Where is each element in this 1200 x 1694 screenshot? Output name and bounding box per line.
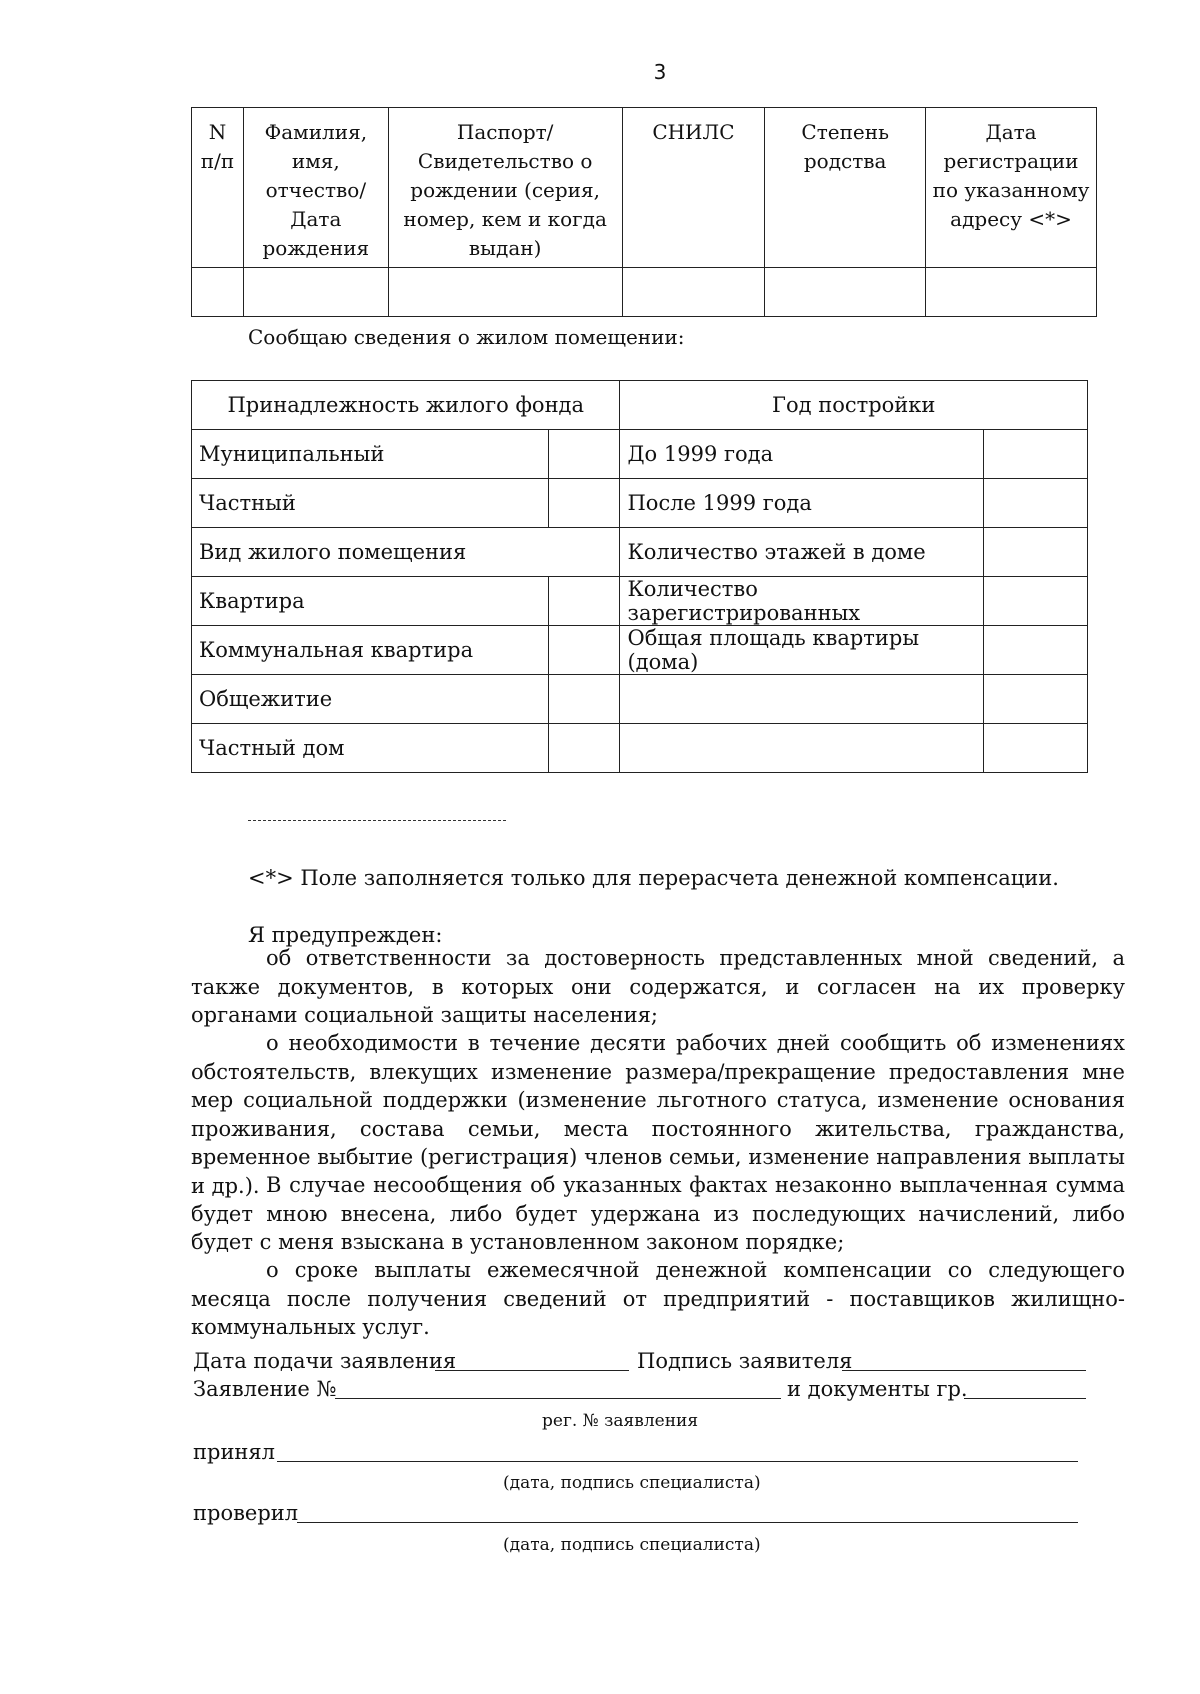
footnote: <*> Поле заполняется только для перерасчета денежной компенсации.	[248, 866, 1059, 890]
page-number: 3	[653, 60, 667, 84]
table-row	[192, 430, 1088, 479]
warning-paragraph-3: В случае несообщения об указанных фактах незаконно выплаченная сумма будет мною внесена, либо будет удержана из последующих начислений, либо будет с меня взыскана в установленном законом порядке;	[191, 1173, 1125, 1254]
row-label: Квартира	[192, 577, 549, 626]
header-name: Фамилия, имя, отчество/Дата рождения	[243, 108, 388, 268]
value-cell[interactable]	[984, 430, 1088, 479]
checkbox-cell[interactable]	[548, 479, 620, 528]
row-label: Вид жилого помещения	[192, 528, 620, 577]
row-label: Общая площадь квартиры (дома)	[620, 626, 984, 675]
value-cell[interactable]	[984, 626, 1088, 675]
header-registration-date: Дата регистрации по указанному адресу <*>	[926, 108, 1097, 268]
value-cell[interactable]	[984, 675, 1088, 724]
table-cell[interactable]	[243, 268, 388, 317]
value-cell[interactable]	[984, 479, 1088, 528]
documents-field[interactable]	[964, 1398, 1086, 1399]
table-cell[interactable]	[765, 268, 926, 317]
row-label: После 1999 года	[620, 479, 984, 528]
row-label	[620, 724, 984, 773]
row-label: Частный	[192, 479, 549, 528]
warning-paragraph-1: об ответственности за достоверность представленных мной сведений, а также документов, в которых они содержатся, и согласен на их проверку органами социальной защиты населения;	[191, 946, 1125, 1027]
reg-number-caption: рег. № заявления	[542, 1411, 699, 1431]
row-label: Муниципальный	[192, 430, 549, 479]
table-cell[interactable]	[622, 268, 765, 317]
checkbox-cell[interactable]	[548, 724, 620, 773]
table-cell[interactable]	[926, 268, 1097, 317]
checked-label: проверил	[193, 1501, 299, 1525]
value-cell[interactable]	[984, 577, 1088, 626]
header-number: N п/п	[192, 108, 244, 268]
footnote-separator	[248, 820, 506, 821]
signature-label: Подпись заявителя	[637, 1349, 853, 1373]
date-label: Дата подачи заявления	[193, 1349, 457, 1373]
warning-paragraph-4: о сроке выплаты ежемесячной денежной компенсации со следующего месяца после получения сведений от предприятий - поставщиков жилищно-коммунальных услуг.	[191, 1258, 1125, 1339]
accepted-label: принял	[193, 1440, 276, 1464]
header-build-year: Год постройки	[620, 381, 1088, 430]
checkbox-cell[interactable]	[548, 626, 620, 675]
table-row	[192, 626, 1088, 675]
housing-header-row	[192, 381, 1088, 430]
table-header-row	[192, 108, 1097, 268]
row-label: Коммунальная квартира	[192, 626, 549, 675]
table-row	[192, 528, 1088, 577]
application-number-label: Заявление №	[193, 1377, 337, 1401]
date-field[interactable]	[435, 1370, 629, 1371]
row-label	[620, 675, 984, 724]
checkbox-cell[interactable]	[548, 577, 620, 626]
row-label: Общежитие	[192, 675, 549, 724]
signature-field[interactable]	[842, 1370, 1086, 1371]
header-snils: СНИЛС	[622, 108, 765, 268]
value-cell[interactable]	[984, 528, 1088, 577]
row-label: До 1999 года	[620, 430, 984, 479]
checkbox-cell[interactable]	[548, 675, 620, 724]
housing-table	[191, 380, 1088, 773]
checked-caption: (дата, подпись специалиста)	[503, 1535, 761, 1555]
accepted-field[interactable]	[277, 1461, 1078, 1462]
warning-paragraph-2: о необходимости в течение десяти рабочих дней сообщить об изменениях обстоятельств, влекущих изменение размера/прекращение предоставления мне мер социальной поддержки (изменение льготного статуса, изменение основания проживания, состава семьи, места постоянного жительства, гражданства, временное выбытие (регистрация) членов семьи, изменение направления выплаты и др.).	[191, 1031, 1125, 1198]
table-cell[interactable]	[192, 268, 244, 317]
table-cell[interactable]	[388, 268, 622, 317]
application-number-field[interactable]	[335, 1398, 781, 1399]
row-label: Количество зарегистрированных	[620, 577, 984, 626]
table-row	[192, 675, 1088, 724]
table-row	[192, 724, 1088, 773]
checked-field[interactable]	[297, 1522, 1078, 1523]
checkbox-cell[interactable]	[548, 430, 620, 479]
warning-title: Я предупрежден:	[248, 923, 443, 947]
table-row	[192, 268, 1097, 317]
family-members-table	[191, 107, 1097, 317]
table-row	[192, 577, 1088, 626]
header-passport: Паспорт/Свидетельство о рождении (серия, номер, кем и когда выдан)	[388, 108, 622, 268]
housing-intro: Сообщаю сведения о жилом помещении:	[248, 325, 685, 349]
row-label: Частный дом	[192, 724, 549, 773]
row-label: Количество этажей в доме	[620, 528, 984, 577]
value-cell[interactable]	[984, 724, 1088, 773]
header-relation: Степень родства	[765, 108, 926, 268]
accepted-caption: (дата, подпись специалиста)	[503, 1473, 761, 1493]
table-row	[192, 479, 1088, 528]
documents-label: и документы гр.	[787, 1377, 968, 1401]
header-ownership: Принадлежность жилого фонда	[192, 381, 620, 430]
